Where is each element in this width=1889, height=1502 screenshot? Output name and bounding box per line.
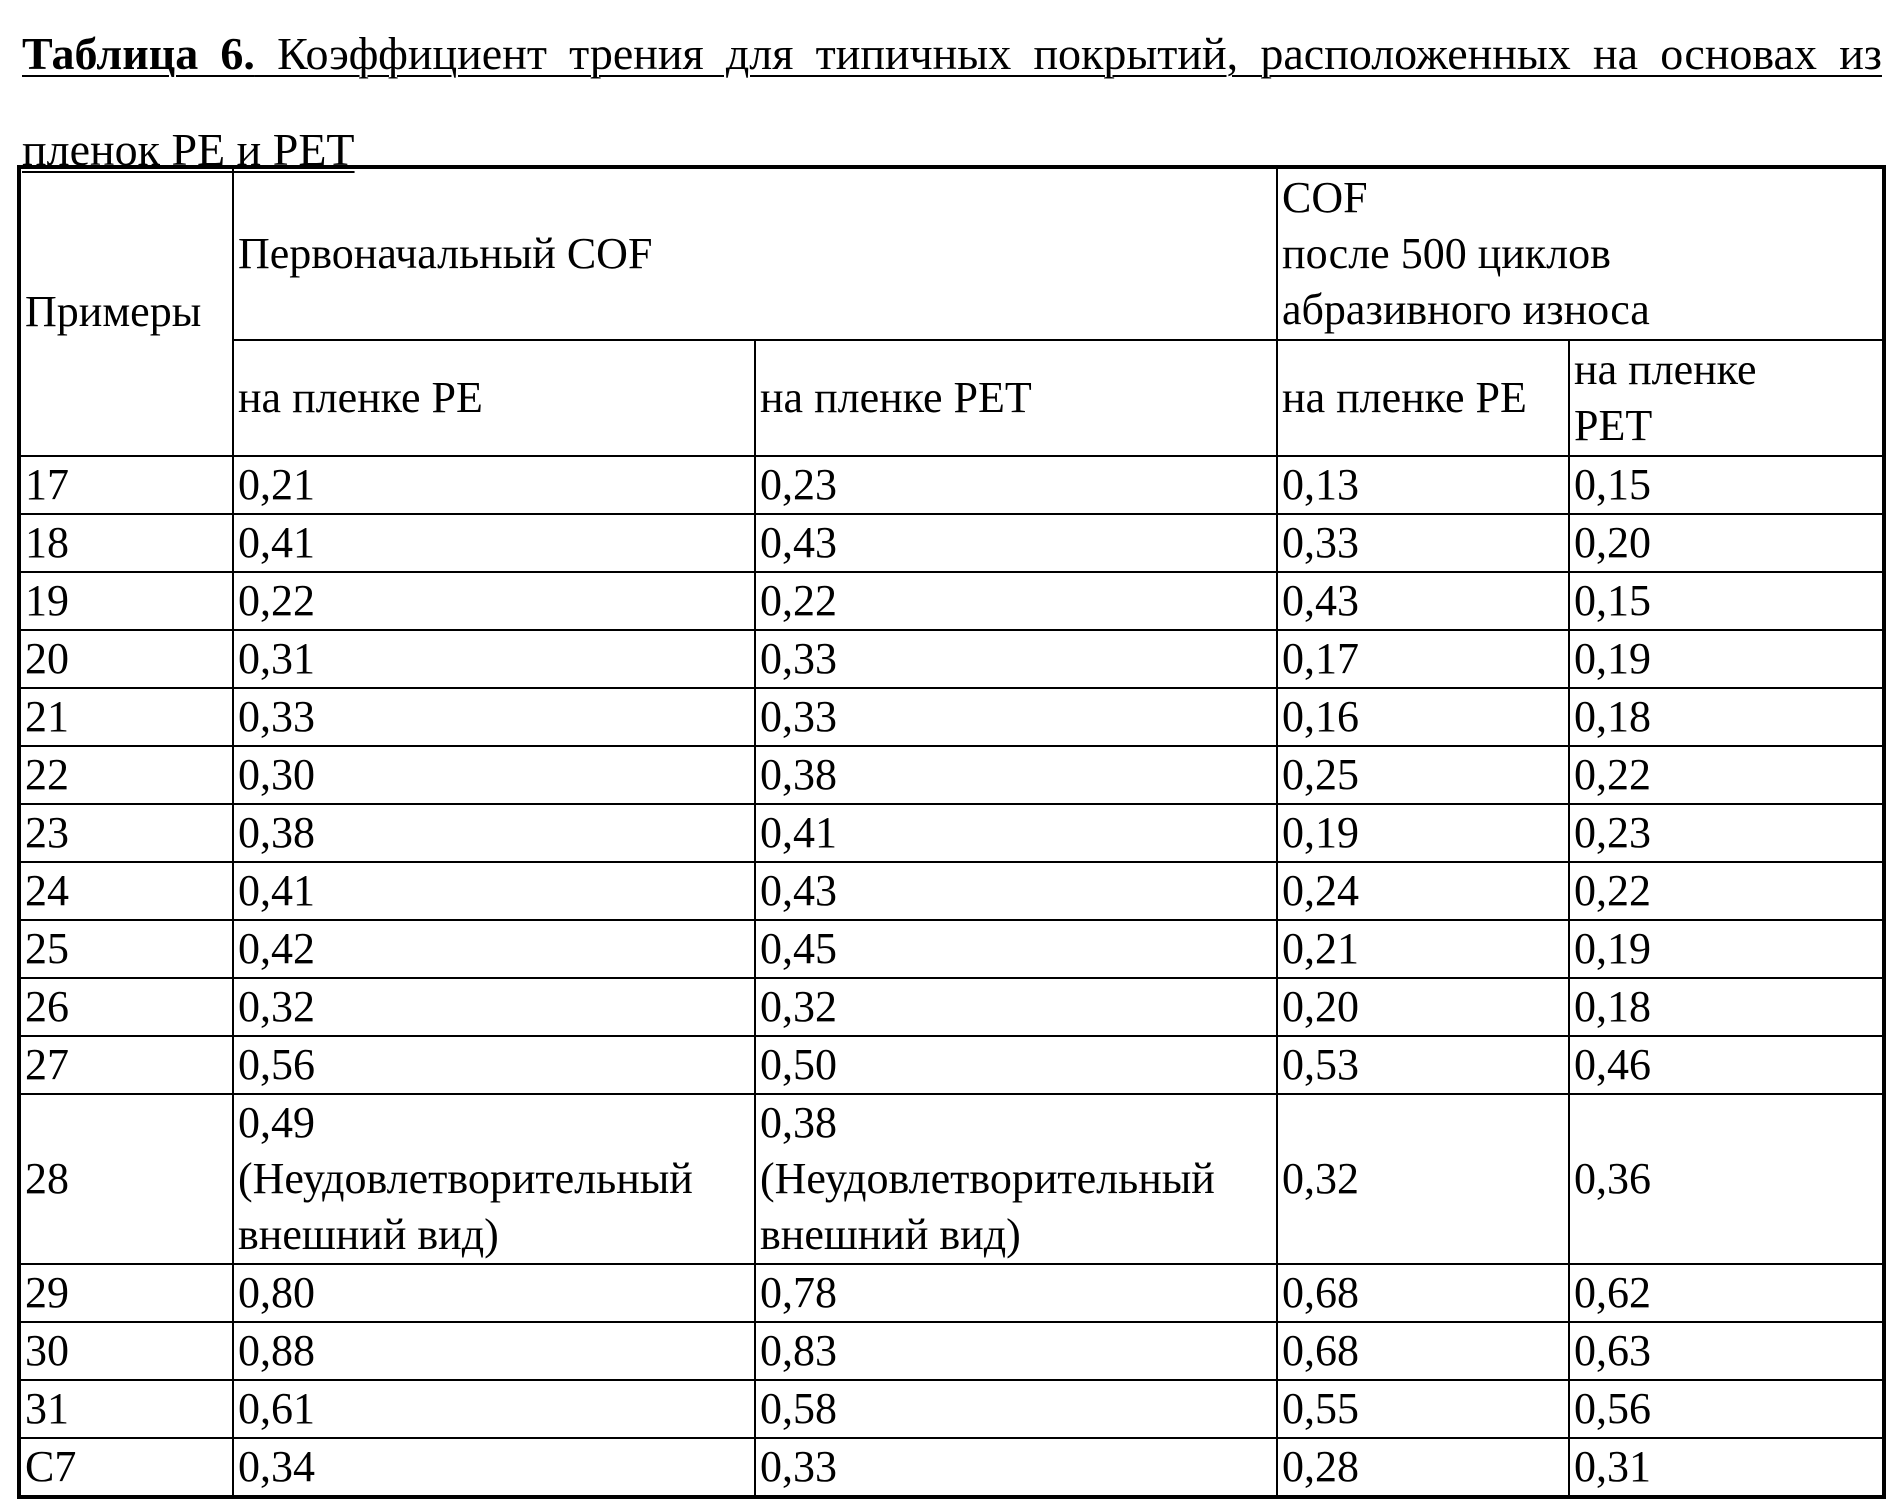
cell-init-pe-note-line2: внешний вид)	[238, 1210, 499, 1259]
cell-example: 22	[19, 746, 233, 804]
table-row	[19, 630, 1884, 688]
cell-init-pe: 0,88	[233, 1322, 755, 1380]
cell-init-pet: 0,22	[755, 572, 1277, 630]
cell-init-pe: 0,61	[233, 1380, 755, 1438]
cell-after-pet: 0,15	[1569, 456, 1884, 514]
caption-label: Таблица 6.	[22, 28, 255, 79]
cell-example: 30	[19, 1322, 233, 1380]
cell-init-pet: 0,58	[755, 1380, 1277, 1438]
cell-init-pe	[233, 1094, 755, 1264]
cell-after-pet: 0,46	[1569, 1036, 1884, 1094]
table-row	[19, 1036, 1884, 1094]
cell-init-pe: 0,38	[233, 804, 755, 862]
cell-init-pe: 0,32	[233, 978, 755, 1036]
table-row-28	[19, 1094, 1884, 1264]
cell-after-pet: 0,18	[1569, 688, 1884, 746]
table-row	[19, 572, 1884, 630]
cell-after-pet: 0,62	[1569, 1264, 1884, 1322]
cell-init-pet: 0,43	[755, 862, 1277, 920]
cell-init-pet: 0,38	[755, 746, 1277, 804]
cell-after-pe: 0,17	[1277, 630, 1569, 688]
cell-after-pe: 0,25	[1277, 746, 1569, 804]
cell-example: 25	[19, 920, 233, 978]
cell-init-pet: 0,33	[755, 1438, 1277, 1497]
cell-after-pe: 0,33	[1277, 514, 1569, 572]
cell-after-pet: 0,36	[1569, 1094, 1884, 1264]
cell-init-pet: 0,45	[755, 920, 1277, 978]
cell-after-pet: 0,63	[1569, 1322, 1884, 1380]
cell-example: C7	[19, 1438, 233, 1497]
table-row	[19, 862, 1884, 920]
cell-init-pet: 0,32	[755, 978, 1277, 1036]
cell-example: 31	[19, 1380, 233, 1438]
cell-init-pet: 0,43	[755, 514, 1277, 572]
table-row	[19, 804, 1884, 862]
cell-init-pe-value: 0,49	[238, 1098, 315, 1147]
cell-init-pe: 0,22	[233, 572, 755, 630]
table-row	[19, 920, 1884, 978]
cell-init-pet-note-line2: внешний вид)	[760, 1210, 1021, 1259]
cell-init-pe: 0,41	[233, 514, 755, 572]
cell-init-pet-value: 0,38	[760, 1098, 837, 1147]
header-initial-pe: на пленке PE	[233, 340, 755, 456]
cell-example: 18	[19, 514, 233, 572]
cell-example: 29	[19, 1264, 233, 1322]
cell-after-pet: 0,31	[1569, 1438, 1884, 1497]
cell-init-pet: 0,23	[755, 456, 1277, 514]
cell-init-pe: 0,31	[233, 630, 755, 688]
cell-init-pe: 0,34	[233, 1438, 755, 1497]
header-examples: Примеры	[19, 167, 233, 456]
table-row	[19, 746, 1884, 804]
header-initial-pet: на пленке PET	[755, 340, 1277, 456]
cell-after-pe: 0,68	[1277, 1322, 1569, 1380]
table-row	[19, 1322, 1884, 1380]
cell-after-pe: 0,24	[1277, 862, 1569, 920]
cell-after-pet: 0,22	[1569, 746, 1884, 804]
cell-example: 21	[19, 688, 233, 746]
cell-init-pe-note-line1: (Неудовлетворительный	[238, 1154, 693, 1203]
cell-init-pet: 0,78	[755, 1264, 1277, 1322]
table-row	[19, 456, 1884, 514]
cell-init-pet-note-line1: (Неудовлетворительный	[760, 1154, 1215, 1203]
table-row	[19, 1380, 1884, 1438]
cell-example: 27	[19, 1036, 233, 1094]
cell-after-pet: 0,19	[1569, 920, 1884, 978]
cell-example: 23	[19, 804, 233, 862]
header-row-2	[19, 340, 1884, 456]
cell-init-pet	[755, 1094, 1277, 1264]
cell-after-pet: 0,23	[1569, 804, 1884, 862]
cell-example: 28	[19, 1094, 233, 1264]
cell-init-pet: 0,83	[755, 1322, 1277, 1380]
header-after-cof-line1: COF	[1282, 173, 1368, 222]
cell-example: 17	[19, 456, 233, 514]
cell-init-pe: 0,33	[233, 688, 755, 746]
header-after-pet	[1569, 340, 1884, 456]
cell-init-pe: 0,56	[233, 1036, 755, 1094]
header-after-pet-word-na: на	[1574, 345, 1618, 394]
cof-table	[17, 165, 1886, 1499]
header-after-pet-line1	[1574, 342, 1882, 398]
cell-init-pet: 0,33	[755, 630, 1277, 688]
cell-after-pe: 0,55	[1277, 1380, 1569, 1438]
cell-init-pe: 0,80	[233, 1264, 755, 1322]
cell-after-pet: 0,18	[1569, 978, 1884, 1036]
cell-after-pet: 0,22	[1569, 862, 1884, 920]
cell-example: 24	[19, 862, 233, 920]
cell-init-pet: 0,50	[755, 1036, 1277, 1094]
cell-after-pe: 0,13	[1277, 456, 1569, 514]
cell-example: 19	[19, 572, 233, 630]
header-after-pet-word-plenke: пленке	[1628, 345, 1757, 394]
cell-after-pe: 0,43	[1277, 572, 1569, 630]
caption-text: Коэффициент трения для типичных покрытий, расположенных на основах из пленок PE и PET	[22, 28, 1882, 175]
cell-init-pet: 0,33	[755, 688, 1277, 746]
cell-after-pet: 0,19	[1569, 630, 1884, 688]
header-initial-cof: Первоначальный COF	[233, 167, 1277, 340]
header-after-cof-line3: абразивного износа	[1282, 285, 1650, 334]
table-row	[19, 1264, 1884, 1322]
cell-init-pe: 0,30	[233, 746, 755, 804]
cell-after-pe: 0,21	[1277, 920, 1569, 978]
table-body	[19, 456, 1884, 1497]
cell-example: 20	[19, 630, 233, 688]
cell-init-pet: 0,41	[755, 804, 1277, 862]
cell-example: 26	[19, 978, 233, 1036]
cell-init-pe: 0,42	[233, 920, 755, 978]
cell-after-pe: 0,19	[1277, 804, 1569, 862]
table-row	[19, 978, 1884, 1036]
cell-init-pe: 0,21	[233, 456, 755, 514]
header-after-cof-line2	[1282, 226, 1882, 282]
header-after-pe: на пленке PE	[1277, 340, 1569, 456]
header-row-1	[19, 167, 1884, 340]
cell-after-pe: 0,20	[1277, 978, 1569, 1036]
cell-after-pet: 0,56	[1569, 1380, 1884, 1438]
header-after-pet-line2: PET	[1574, 401, 1653, 450]
header-after-cof	[1277, 167, 1884, 340]
cell-after-pe: 0,53	[1277, 1036, 1569, 1094]
cell-after-pet: 0,20	[1569, 514, 1884, 572]
cell-after-pe: 0,68	[1277, 1264, 1569, 1322]
header-after-cof-word-posle: после	[1282, 229, 1390, 278]
cell-init-pe: 0,41	[233, 862, 755, 920]
cell-after-pe: 0,28	[1277, 1438, 1569, 1497]
table-row	[19, 1438, 1884, 1497]
cell-after-pet: 0,15	[1569, 572, 1884, 630]
table-row	[19, 688, 1884, 746]
cell-after-pe: 0,32	[1277, 1094, 1569, 1264]
header-after-cof-word-cycles: циклов	[1477, 229, 1611, 278]
cell-after-pe: 0,16	[1277, 688, 1569, 746]
table-row	[19, 514, 1884, 572]
header-after-cof-word-500: 500	[1400, 229, 1467, 278]
